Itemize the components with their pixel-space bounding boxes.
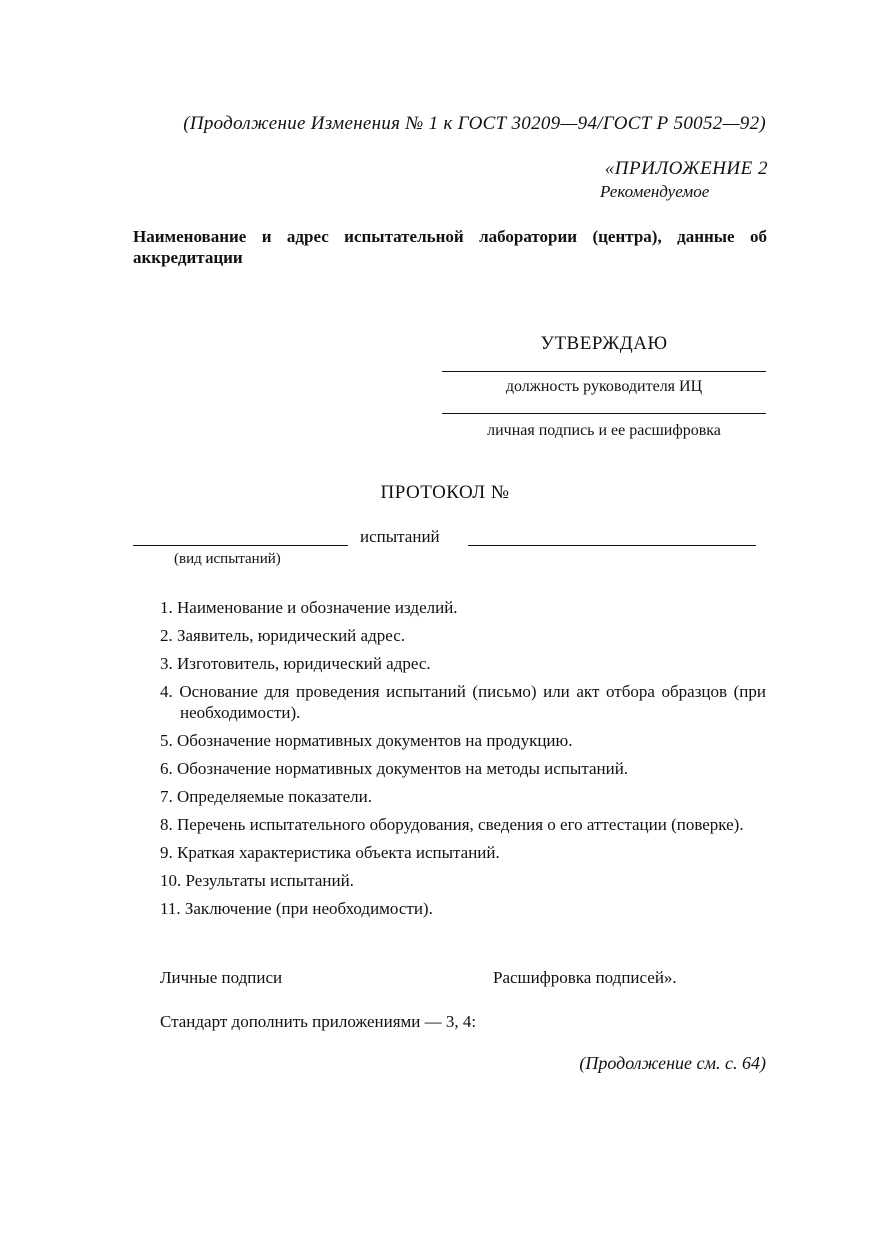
lab-name-heading: Наименование и адрес испытательной лаборатории (центра), данные об аккредитации <box>133 227 767 267</box>
protocol-items-list <box>160 597 766 926</box>
appendix-title: «ПРИЛОЖЕНИЕ 2 <box>604 158 768 179</box>
protocol-title: ПРОТОКОЛ № <box>380 482 510 503</box>
signature-blank-line <box>442 413 766 414</box>
list-item: 7. Определяемые показатели. <box>160 787 372 806</box>
signature-caption: личная подпись и ее расшифровка <box>487 422 721 439</box>
continued-footer: (Продолжение см. с. 64) <box>579 1053 766 1073</box>
list-item: 10. Результаты испытаний. <box>160 871 354 890</box>
tests-word: испытаний <box>360 527 440 546</box>
position-caption: должность руководителя ИЦ <box>505 378 703 395</box>
position-blank-line <box>442 371 766 372</box>
supplement-instruction: Стандарт дополнить приложениями — 3, 4: <box>160 1012 477 1031</box>
approval-label: УТВЕРЖДАЮ <box>540 333 668 354</box>
signature-transcripts-label: Расшифровка подписей». <box>493 968 677 987</box>
list-item: 8. Перечень испытательного оборудования, сведения о его аттестации (поверке). <box>160 815 744 834</box>
list-item: 3. Изготовитель, юридический адрес. <box>160 654 431 673</box>
list-item: 9. Краткая характеристика объекта испытаний. <box>160 843 500 862</box>
list-item: 6. Обозначение нормативных документов на методы испытаний. <box>160 759 629 778</box>
list-item: 4. Основание для проведения испытаний (письмо) или акт отбора образцов (при необходимости). <box>160 682 766 722</box>
list-item: 2. Заявитель, юридический адрес. <box>160 626 405 645</box>
personal-signatures-label: Личные подписи <box>160 968 283 987</box>
list-item: 1. Наименование и обозначение изделий. <box>160 598 458 617</box>
test-object-blank-line <box>468 545 756 546</box>
continuation-header: (Продолжение Изменения № 1 к ГОСТ 30209—94/ГОСТ Р 50052—92) <box>183 113 766 134</box>
appendix-subtitle: Рекомендуемое <box>600 182 710 201</box>
test-type-blank-line <box>133 545 348 546</box>
list-item: 5. Обозначение нормативных документов на продукцию. <box>160 731 573 750</box>
list-item: 11. Заключение (при необходимости). <box>160 899 433 918</box>
test-type-caption: (вид испытаний) <box>174 551 281 567</box>
